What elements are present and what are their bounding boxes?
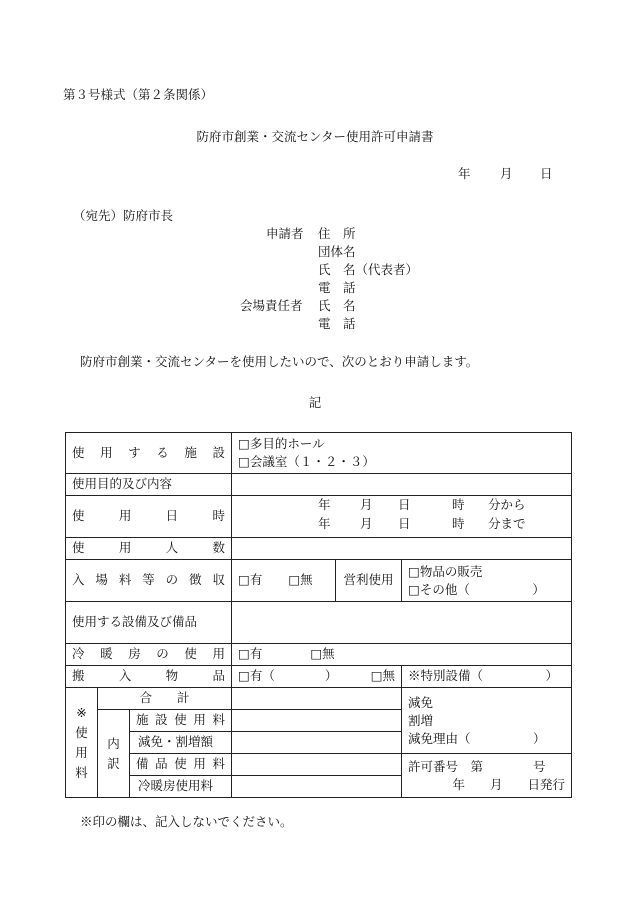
aircon-label-text: 冷 暖 房 の 使 用: [72, 646, 225, 662]
aircon-no-checkbox[interactable]: □無: [310, 646, 335, 662]
fee-label: ※ 使 用 料: [66, 688, 98, 798]
to-minute: 分まで: [488, 515, 526, 531]
total-field[interactable]: [232, 688, 402, 710]
datetime-field[interactable]: [232, 496, 572, 538]
datetime-label: [66, 496, 232, 538]
aircon-fee-field[interactable]: [232, 776, 402, 798]
equipment-label-text: 使用する設備及び備品: [72, 614, 198, 630]
form-number: 第３号様式（第２条関係）: [63, 87, 214, 102]
from-year: 年: [318, 496, 331, 512]
issue-date: 年 月 日発行: [452, 776, 566, 792]
special-equipment[interactable]: ※特別設備（ ）: [402, 666, 572, 688]
document-title: 防府市創業・交流センター使用許可申請書: [196, 129, 434, 144]
reduction-label: 減免: [408, 694, 434, 710]
applicant-group-label: 団体名: [318, 244, 356, 259]
admission-label-text: 入 場 料 等 の 徴 収: [72, 572, 225, 588]
equipment-field[interactable]: [232, 602, 572, 644]
admission-options: [232, 560, 336, 602]
facility-fee-field[interactable]: [232, 710, 402, 732]
sale-checkbox[interactable]: □物品の販売: [408, 563, 483, 579]
aircon-fee-label: 冷暖房使用料: [130, 776, 232, 798]
application-table: [65, 432, 572, 798]
discount-label: 減免・割増額: [130, 732, 232, 754]
datetime-label-text: 使 用 日 時: [72, 508, 225, 524]
from-hour: 時: [452, 496, 465, 512]
surcharge-label: 割増: [408, 712, 434, 728]
applicant-name-label: 氏 名（代表者）: [318, 262, 419, 277]
ki-heading: 記: [308, 395, 322, 410]
manager-label: 会場責任者: [240, 298, 303, 313]
equipment-fee-field[interactable]: [232, 754, 402, 776]
total-label: 合 計: [98, 688, 232, 710]
equipment-label: [66, 602, 232, 644]
applicant-label: 申請者: [266, 226, 304, 241]
admission-yes-checkbox[interactable]: □有: [238, 572, 263, 588]
discount-field[interactable]: [232, 732, 402, 754]
admission-no-checkbox[interactable]: □無: [288, 572, 313, 588]
to-month: 月: [360, 515, 373, 531]
people-label-text: 使 用 人 数: [72, 540, 225, 556]
footer-note: ※印の欄は、記入しないでください。: [80, 814, 293, 829]
manager-phone-label: 電 話: [318, 316, 356, 331]
from-minute: 分から: [488, 496, 526, 512]
facility-option-meeting-room[interactable]: □会議室（１・２・３）: [238, 454, 375, 469]
permit-number: 許可番号 第 号: [408, 758, 546, 774]
addressee: （宛先）防府市長: [73, 208, 174, 223]
purpose-label: [66, 474, 232, 496]
applicant-phone-label: 電 話: [318, 280, 356, 295]
to-hour: 時: [452, 515, 465, 531]
carry-label: [66, 666, 232, 688]
facility-option-hall[interactable]: □多目的ホール: [238, 436, 325, 451]
applicant-address-label: 住 所: [318, 226, 356, 241]
other-checkbox[interactable]: □その他（ ）: [408, 581, 545, 597]
from-day: 日: [398, 496, 411, 512]
date-month: 月: [500, 166, 513, 181]
facility-label: [66, 433, 232, 474]
equipment-fee-label: 備 品 使 用 料: [130, 754, 232, 776]
commercial-use-label: 営利使用: [336, 560, 402, 602]
carry-no-checkbox[interactable]: □無: [370, 668, 396, 684]
admission-label: [66, 560, 232, 602]
people-field[interactable]: [232, 538, 572, 560]
to-day: 日: [398, 515, 411, 531]
facility-fee-label: 施 設 使 用 料: [130, 710, 232, 732]
carry-options: [232, 666, 402, 688]
manager-name-label: 氏 名: [318, 298, 356, 313]
from-month: 月: [360, 496, 373, 512]
facility-label-text: 使 用 す る 施 設: [72, 444, 225, 460]
date-day: 日: [540, 166, 553, 181]
purpose-field[interactable]: [232, 474, 572, 496]
reduction-reason: 減免理由（ ）: [408, 730, 546, 746]
request-text: 防府市創業・交流センターを使用したいので、次のとおり申請します。: [80, 354, 479, 369]
aircon-label: [66, 644, 232, 666]
carry-yes-checkbox[interactable]: □有（ ）: [238, 668, 338, 684]
aircon-yes-checkbox[interactable]: □有: [238, 646, 263, 662]
people-label: [66, 538, 232, 560]
date-year: 年: [458, 166, 471, 181]
breakdown-label: 内 訳: [98, 710, 130, 798]
carry-label-text: 搬 入 物 品: [72, 668, 225, 684]
purpose-label-text: 使用目的及び内容: [72, 476, 173, 492]
to-year: 年: [318, 515, 331, 531]
